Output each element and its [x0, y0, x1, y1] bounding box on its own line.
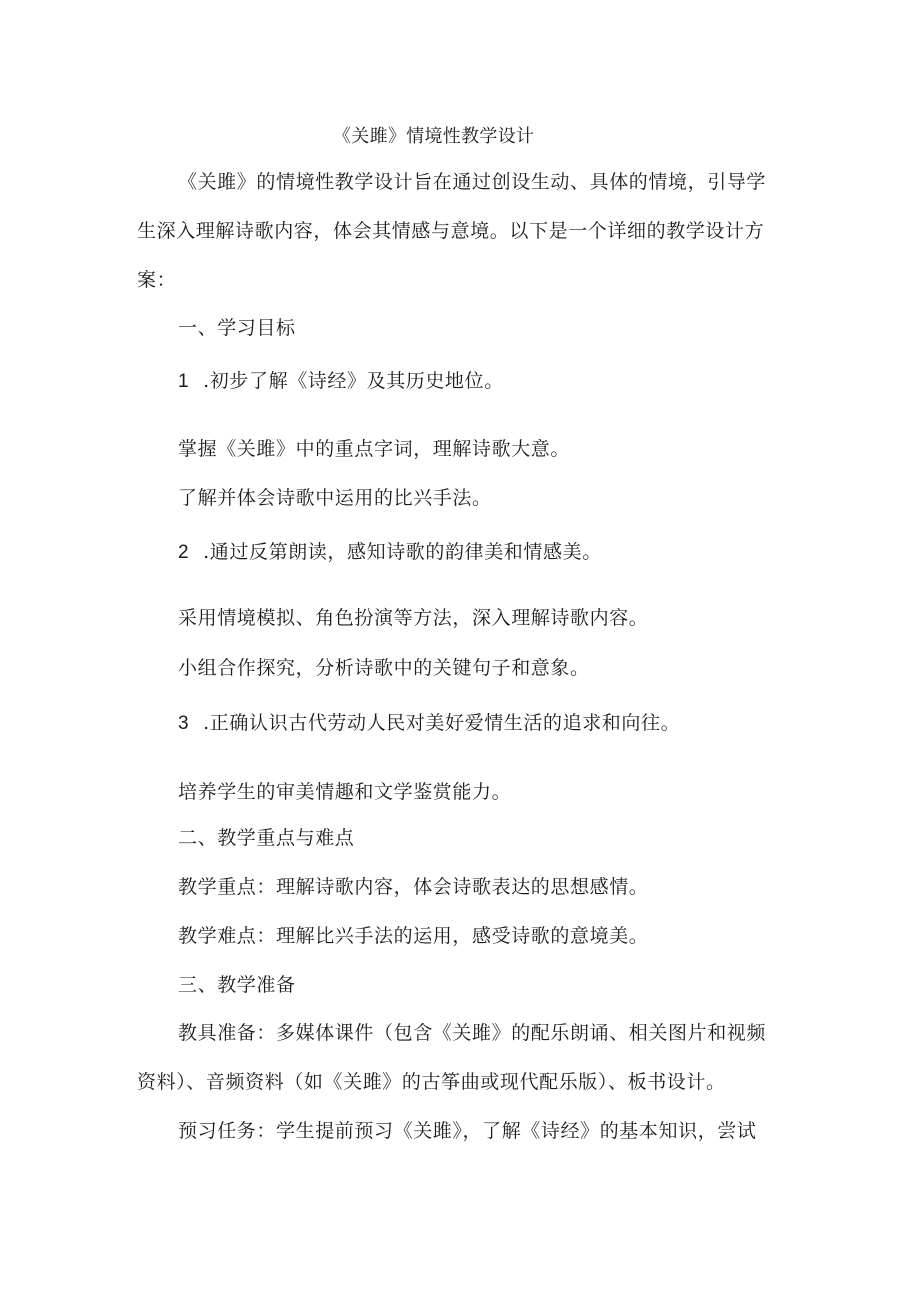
goal-1: [178, 369, 504, 394]
preview-task-text: 预习任务：学生提前预习《关雎》，了解《诗经》的基本知识，尝试: [178, 1120, 757, 1142]
goal-2-item-2: 小组合作探究，分析诗歌中的关键句子和意象。: [178, 657, 590, 679]
document-title: 《关雎》情境性教学设计: [333, 126, 535, 147]
goal-3-text: .正确认识古代劳动人民对美好爱情生活的追求和向往。: [203, 712, 681, 734]
section-heading-key-points: 二、教学重点与难点: [178, 827, 355, 849]
goal-2-number: 2: [178, 542, 190, 563]
section-heading-learning-goals: 一、学习目标: [178, 317, 296, 339]
goal-2-text: .通过反第朗读，感知诗歌的韵律美和情感美。: [203, 541, 602, 563]
goal-1-item-2: 了解并体会诗歌中运用的比兴手法。: [178, 487, 492, 509]
goal-2: [178, 540, 602, 565]
intro-paragraph-line-3: 案：: [137, 269, 177, 291]
materials-line-1: 教具准备：多媒体课件（包含《关雎》的配乐朗诵、相关图片和视频: [178, 1022, 767, 1044]
goal-1-text: .初步了解《诗经》及其历史地位。: [203, 370, 504, 392]
goal-3: [178, 711, 680, 736]
goal-3-item-1: 培养学生的审美情趣和文学鉴赏能力。: [178, 781, 512, 803]
materials-line-2: 资料）、音频资料（如《关雎》的古筝曲或现代配乐版）、板书设计。: [137, 1071, 726, 1093]
goal-2-item-1: 采用情境模拟、角色扮演等方法，深入理解诗歌内容。: [178, 607, 649, 629]
difficulty-text: 教学难点：理解比兴手法的运用，感受诗歌的意境美。: [178, 925, 649, 947]
key-point-text: 教学重点：理解诗歌内容，体会诗歌表达的思想感情。: [178, 876, 649, 898]
goal-1-item-1: 掌握《关雎》中的重点字词，理解诗歌大意。: [178, 438, 571, 460]
goal-3-number: 3: [178, 713, 190, 734]
intro-paragraph-line-1: 《关雎》的情境性教学设计旨在通过创设生动、具体的情境，引导学: [178, 171, 767, 193]
goal-1-number: 1: [178, 371, 190, 392]
section-heading-preparation: 三、教学准备: [178, 974, 296, 996]
intro-paragraph-line-2: 生深入理解诗歌内容，体会其情感与意境。以下是一个详细的教学设计方: [137, 220, 765, 242]
